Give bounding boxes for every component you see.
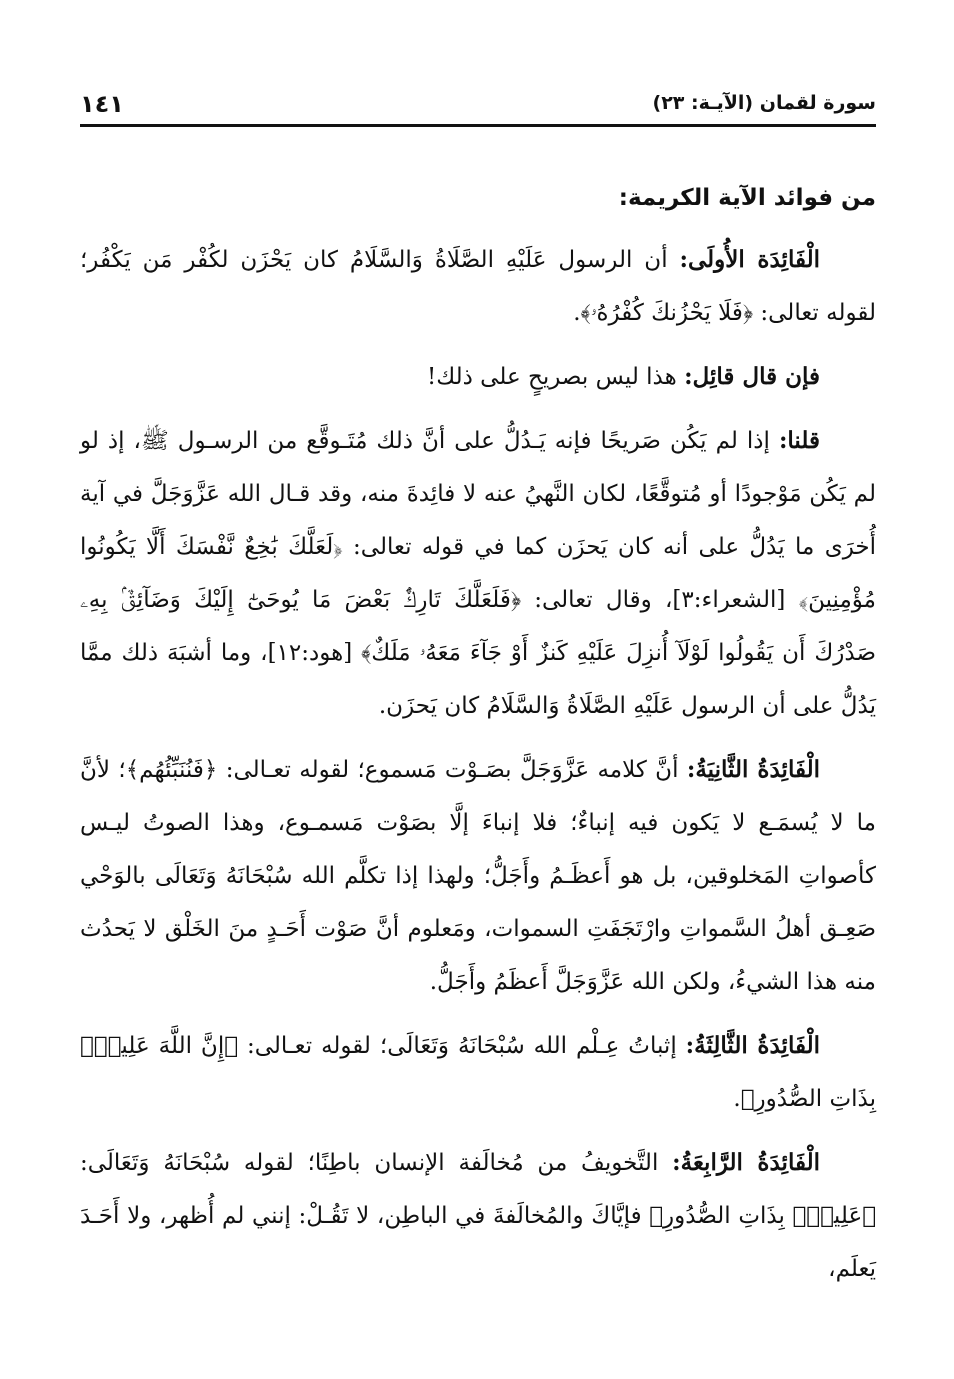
paragraph-lead: قلنا:: [778, 427, 820, 454]
running-title: سورة لقمان (الآيـة: ٢٣): [652, 92, 876, 114]
paragraph-lead: الْفَائِدَةُ الثَّالِثَةُ:: [685, 1032, 820, 1059]
paragraph-lead: فإن قال قائِل:: [684, 363, 820, 390]
paragraph-answer: [80, 414, 876, 733]
paragraph-text: هذا ليس بصريحٍ على ذلك!: [426, 364, 685, 390]
paragraph-lead: الْفَائِدَة الأُولَى:: [679, 246, 820, 273]
section-heading: من فوائد الآية الكريمة:: [618, 185, 876, 211]
page-body: [80, 172, 876, 1306]
paragraph-text: أنَّ كلامه عَزَّوَجَلَّ بصَـوْت مَسموع؛ لقوله تعـالى: ﴿فَنُنَبِّئُهُم﴾؛ لأنَّ ما لا يُسمَـع لا يَكون فيه إنباءٌ؛ فلا إنباءَ إلَّا بصَوْت مَسمـوع، وهذا الصوتُ ليـس كأصواتِ المَخلوقين، بل هو أَعظَـمُ وأَجَلُّ؛ ولهذا إذا تكلَّم الله سُبْحَانَهُ وَتَعَالَى بالوَحْي صَعِـق أهلُ السَّمواتِ وارْتَجَفَتِ السموات، ومَعلوم أنَّ صَوْت أَحَـدٍ منَ الخَلْق لا يَحدُث منه هذا الشيءُ، ولكن الله عَزَّوَجَلَّ أَعظَمُ وأَجَلُّ.: [80, 757, 876, 995]
paragraph-benefit-4: [80, 1136, 876, 1296]
paragraph-objection: [80, 350, 876, 404]
page-header: [80, 88, 876, 127]
paragraph-text: أن الرسول عَلَيْهِ الصَّلَاةُ وَالسَّلَامُ كان يَحْزَن لكُفْر مَن يَكْفُر؛ لقوله تعالى: ﴿فَلَا يَحْزُنكَ كُفْرُهُۥ﴾.: [80, 247, 876, 326]
paragraph-benefit-3: [80, 1019, 876, 1126]
paragraph-lead: الْفَائِدَةُ الرَّابِعَةُ:: [672, 1149, 820, 1176]
paragraph-text: إذا لم يَكُن صَريحًا فإنه يَـدُلُّ على أنَّ ذلك مُتَـوقَّع من الرسـول ﷺ، إذ لو لم يَكُن مَوْجودًا أو مُتوقَّعًا، لكان النَّهيُ عنه لا فائِدةَ منه، وقد قـال الله عَزَّوَجَلَّ في آية أُخرَى ما يَدُلُّ على أنه كان يَحزَن كما في قوله تعالى: ﴿لَعَلَّكَ بَٰخِعٌ نَّفْسَكَ أَلَّا يَكُونُوا مُؤْمِنِينَ﴾ [الشعراء:٣]، وقال تعالى: ﴿فَلَعَلَّكَ تَارِكٌۢ بَعْضَ مَا يُوحَىٰٓ إِلَيْكَ وَضَآئِقٌۢ بِهِۦ صَدْرُكَ أَن يَقُولُوا لَوْلَآ أُنزِلَ عَلَيْهِ كَنزٌ أَوْ جَآءَ مَعَهُۥ مَلَكٌ﴾ [هود:١٢]، وما أشبَهَ ذلك ممَّا يَدُلُّ على أن الرسول عَلَيْهِ الصَّلَاةُ وَالسَّلَامُ كان يَحزَن.: [80, 428, 876, 719]
paragraph-lead: الْفَائِدَةُ الثَّانِيَةُ:: [686, 756, 820, 783]
paragraph-benefit-2: [80, 743, 876, 1009]
paragraph-benefit-1: [80, 233, 876, 340]
page-number: ١٤١: [80, 90, 124, 118]
paragraph-text: التَّخويفُ من مُخالَفة الإنسان باطِنًا؛ لقوله سُبْحَانَهُ وَتَعَالَى: ﴿عَلِيمٌۢ بِذَاتِ الصُّدُورِ﴾ فإيَّاكَ والمُخالَفةَ في الباطِن، لا تَقُـلْ: إنني لم أُظهر، ولا أَحَـدَ يَعلَم،: [80, 1150, 876, 1282]
paragraph-text: إثباتُ عِـلْم الله سُبْحَانَهُ وَتَعَالَى؛ لقوله تعـالى: ﴿إِنَّ اللَّهَ عَلِيمٌۢ بِذَاتِ الصُّدُورِ﴾.: [80, 1033, 876, 1112]
